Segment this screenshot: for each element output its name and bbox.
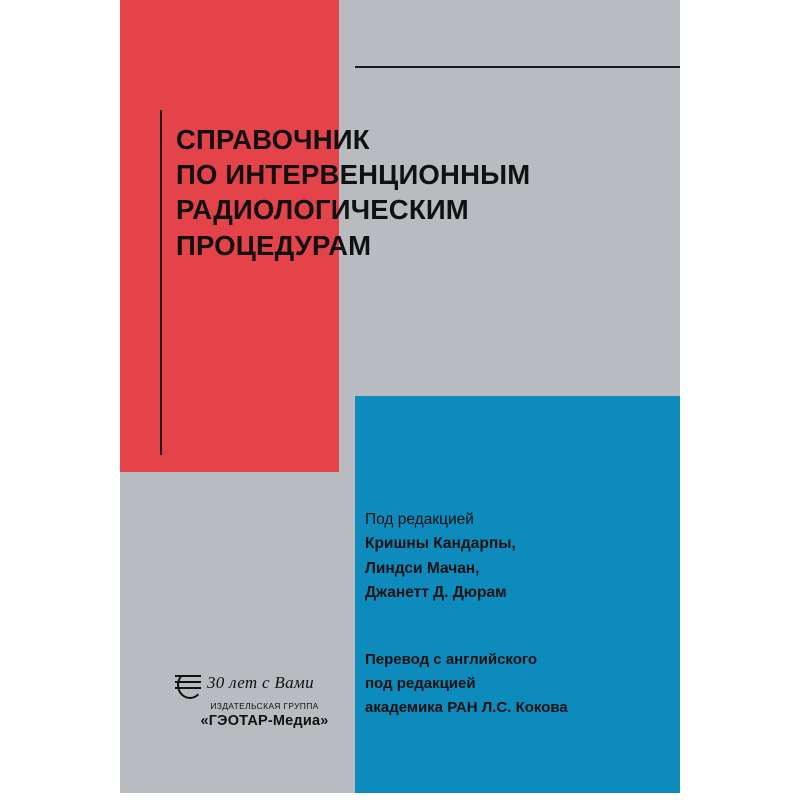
title-line-4: ПРОЦЕДУРАМ bbox=[176, 229, 372, 261]
title-line-1: СПРАВОЧНИК bbox=[176, 124, 370, 155]
publisher-anniversary-text: 30 лет с Вами bbox=[207, 673, 314, 692]
frame-rule-left bbox=[160, 110, 162, 455]
book-front-panel bbox=[120, 0, 680, 793]
translation-line-1: Перевод с английского bbox=[365, 651, 538, 668]
publisher-emblem-icon bbox=[175, 670, 201, 696]
editors-label: Под редакцией bbox=[365, 511, 474, 528]
title-line-2: ПО ИНТЕРВЕНЦИОННЫМ bbox=[176, 159, 531, 191]
translation-block bbox=[365, 648, 675, 720]
translation-line-3: академика РАН Л.С. Кокова bbox=[365, 699, 568, 716]
editor-name-2: Линдси Мачан, bbox=[365, 559, 480, 577]
publisher-logo bbox=[175, 668, 340, 729]
title-line-3: РАДИОЛОГИЧЕСКИМ bbox=[176, 194, 469, 226]
publisher-group-label: ИЗДАТЕЛЬСКАЯ ГРУППА bbox=[210, 701, 319, 711]
editor-name-1: Кришны Кандарпы, bbox=[365, 535, 516, 553]
editors-block bbox=[365, 508, 665, 606]
book-title bbox=[176, 122, 646, 263]
publisher-name: «ГЭОТАР-Медиа» bbox=[200, 713, 329, 729]
translation-line-2: под редакцией bbox=[365, 675, 476, 692]
publisher-logo-top bbox=[175, 668, 340, 698]
editor-name-3: Джанетт Д. Дюрам bbox=[365, 584, 507, 602]
